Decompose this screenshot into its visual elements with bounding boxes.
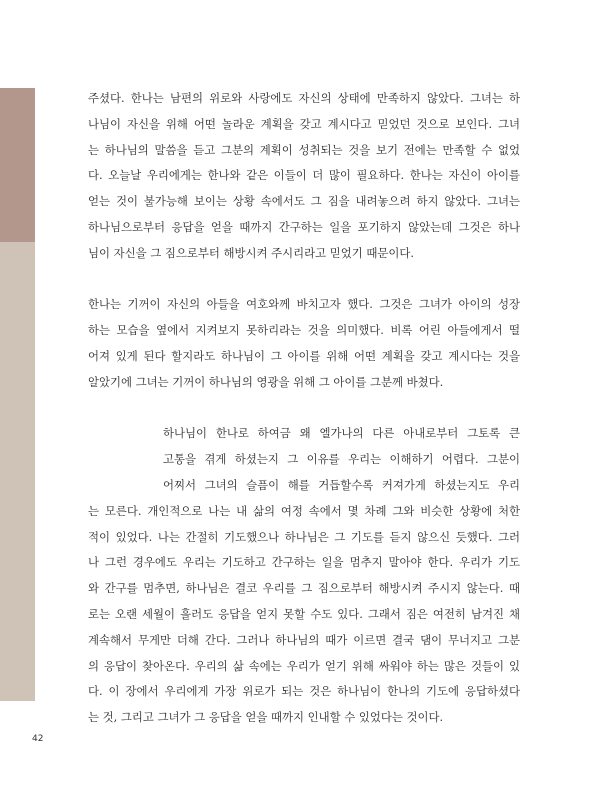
- text-line: 나 그런 경우에도 우리는 기도하고 간구하는 일을 멈추지 말아야 한다. 우리가 기도: [88, 555, 520, 570]
- text-line: 어찌서 그녀의 슬픔이 해를 거듭할수록 커져가게 하셨는지도 우리: [163, 477, 520, 492]
- body-text: [88, 86, 520, 731]
- text-line: 주셨다. 한나는 남편의 위로와 사랑에도 자신의 상태에 만족하지 않았다. 그녀는 하: [88, 91, 520, 105]
- text-line: 는 것, 그리고 그녀가 그 응답을 얻을 때까지 인내할 수 있었다는 것이다.: [88, 710, 444, 725]
- text-line: 다. 이 장에서 우리에게 가장 위로가 되는 것은 하나님이 한나의 기도에 응답하셨다: [88, 684, 520, 699]
- paragraph-3-continued: [88, 499, 520, 731]
- text-line: 얻는 것이 불가능해 보이는 상황 속에서도 그 짐을 내려놓으려 하지 않았다. 그녀는: [88, 194, 520, 209]
- paragraph-1: [88, 86, 520, 267]
- text-line: 적이 있었다. 나는 간절히 기도했으나 하나님은 그 기도를 듣지 않으신 듯했다. 그러: [88, 529, 520, 544]
- paragraph-2: [88, 292, 520, 395]
- text-line: 다. 오늘날 우리에게는 한나와 같은 이들이 더 많이 필요하다. 한나는 자신이 아이를: [88, 168, 520, 183]
- text-line: 하는 모습을 옆에서 지켜보지 못하리라는 것을 의미했다. 비록 어린 아들에게서 떨: [88, 323, 520, 338]
- text-line: 계속해서 무게만 더해 간다. 그러나 하나님의 때가 이르면 결국 댐이 무너지고 그분: [88, 632, 520, 647]
- text-line: 님이 자신을 그 짐으로부터 해방시켜 주시리라고 믿었기 때문이다.: [88, 245, 415, 260]
- text-line: 고통을 겪게 하셨는지 그 이유를 우리는 이해하기 어렵다. 그분이: [163, 452, 520, 467]
- text-line: 한나는 기꺼이 자신의 아들을 여호와께 바치고자 했다. 그것은 그녀가 아이의 성장: [88, 297, 520, 312]
- edge-color-band-bottom: [0, 242, 35, 701]
- text-line: 는 모른다. 개인적으로 나는 내 삶의 여정 속에서 몇 차례 그와 비슷한 상황에 처한: [88, 503, 520, 518]
- text-line: 알았기에 그녀는 기꺼이 하나님의 영광을 위해 그 아이를 그분께 바쳤다.: [88, 374, 444, 389]
- text-line: 어져 있게 된다 할지라도 하나님이 그 아이를 위해 어떤 계획을 갖고 계시다는 것을: [88, 348, 520, 363]
- text-line: 로는 오랜 세월이 흘러도 응답을 얻지 못할 수도 있다. 그래서 짐은 여전히 남겨진 채: [88, 606, 520, 621]
- text-line: 하나님으로부터 응답을 얻을 때까지 간구하는 일을 포기하지 않았는데 그것은 하나: [88, 219, 520, 234]
- text-line: 는 하나님의 말씀을 듣고 그분의 계획이 성취되는 것을 보기 전에는 만족할 수 없었: [88, 142, 520, 157]
- page-number: 42: [32, 734, 44, 744]
- text-line: 의 응답이 찾아온다. 우리의 삶 속에는 우리가 얻기 위해 싸워야 하는 많은 것들이 있: [88, 658, 520, 673]
- paragraph-3-indented: [88, 421, 520, 498]
- text-line: 나님이 자신을 위해 어떤 놀라운 계획을 갖고 계시다고 믿었던 것으로 보인다. 그녀: [88, 116, 520, 131]
- text-line: 하나님이 한나로 하여금 왜 엘가나의 다른 아내로부터 그토록 큰: [163, 426, 520, 441]
- edge-color-band-top: [0, 88, 35, 242]
- text-line: 와 간구를 멈추면, 하나님은 결코 우리를 그 짐으로부터 해방시켜 주시지 않는다. 때: [88, 581, 520, 596]
